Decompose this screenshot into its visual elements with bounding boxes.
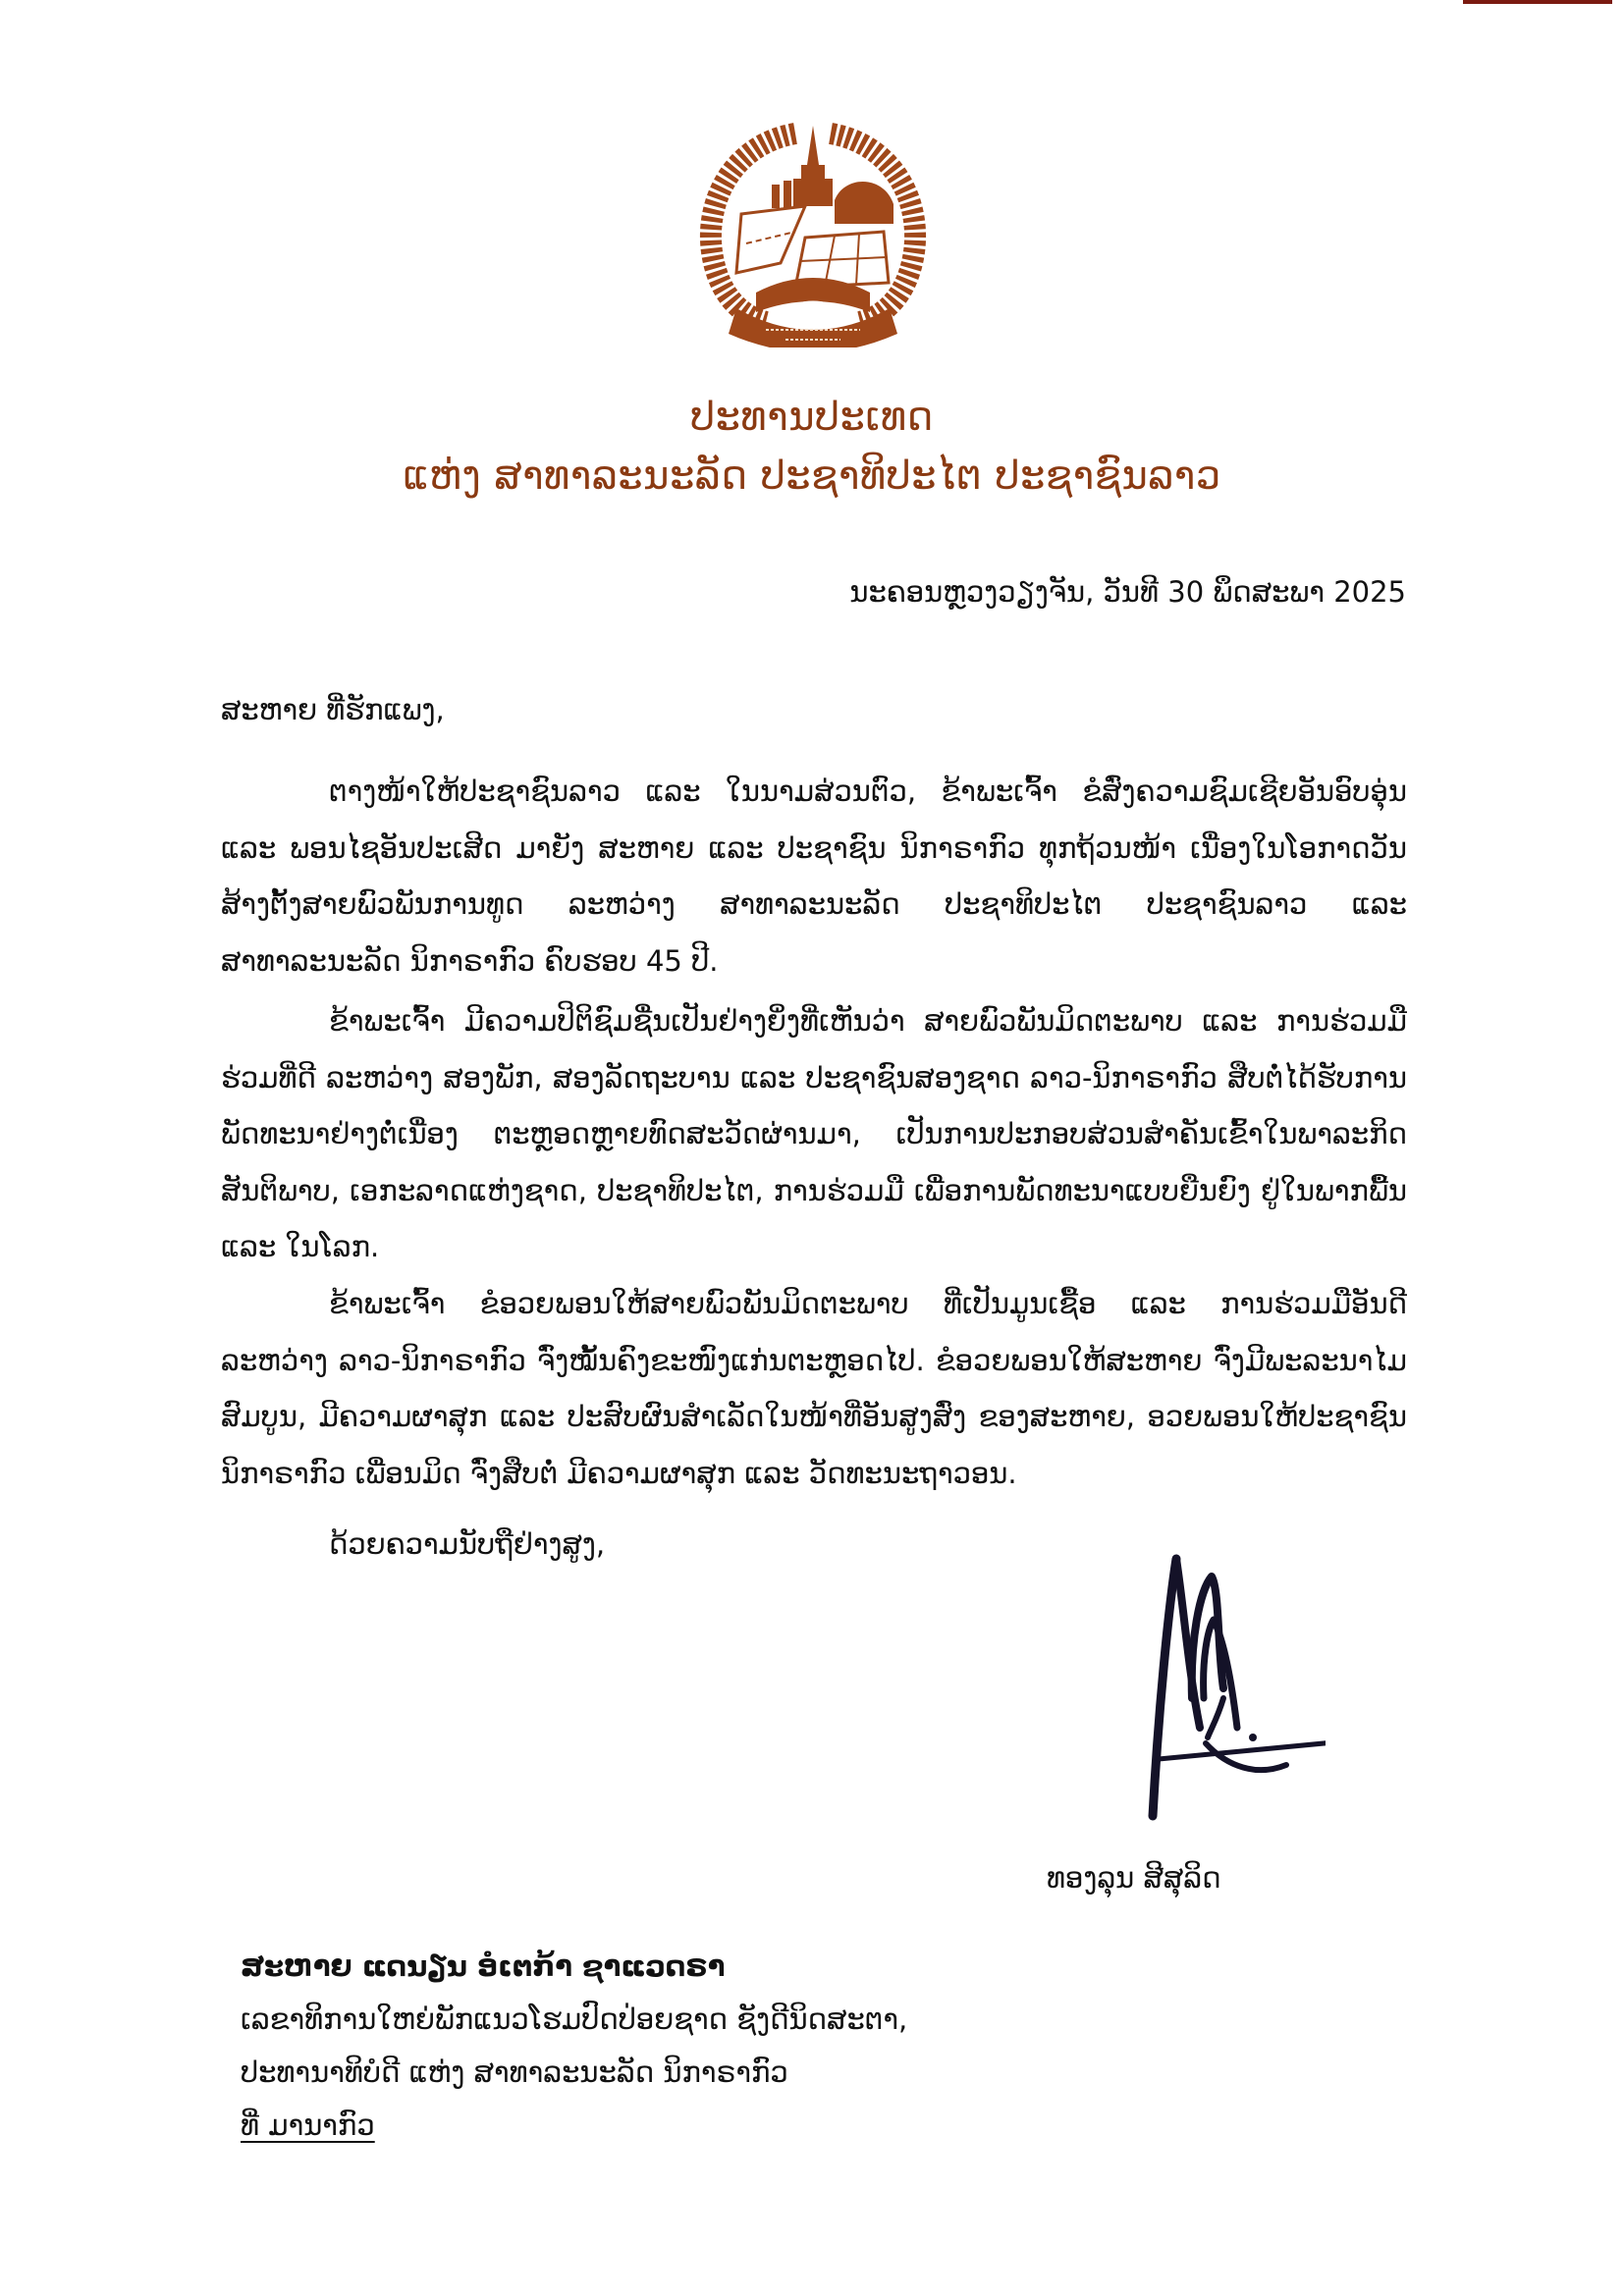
closing-line: ດ້ວຍຄວາມນັບຖືຢ່າງສູງ, [329,1527,606,1561]
recipient-title-line1: ເລຂາທິການໃຫຍ່ພັກແນວໂຮມປົດປ່ອຍຊາດ ຊັງດີນິດສະຕາ, [241,2002,908,2036]
letterhead-subtitle: ແຫ່ງ ສາທາລະນະລັດ ປະຊາທິປະໄຕ ປະຊາຊົນລາວ [403,454,1221,499]
paragraph-1: ຕາງໜ້າໃຫ້ປະຊາຊົນລາວ ແລະ ໃນນາມສ່ວນຕົວ, ຂ້າພະເຈົ້າ ຂໍສົ່ງຄວາມຊົມເຊີຍອັນອົບອຸ່ນ ແລະ ພອນໄຊອັນປະເສີດ ມາຍັງ ສະຫາຍ ແລະ ປະຊາຊົນ ນິກາຣາກົວ ທຸກຖ້ວນໜ້າ ເນື່ອງໃນໂອກາດວັນສ້າງຕັ້ງສາຍພົວພັນການທູດ ລະຫວ່າງ ສາທາລະນະລັດ ປະຊາທິປະໄຕ ປະຊາຊົນລາວ ແລະ ສາທາລະນະລັດ ນິກາຣາກົວ ຄົບຮອບ 45 ປີ. [221,774,1407,978]
date-line: ນະຄອນຫຼວງວຽງຈັນ, ວັນທີ 30 ພຶດສະພາ 2025 [849,575,1406,609]
paragraph-3: ຂ້າພະເຈົ້າ ຂໍອວຍພອນໃຫ້ສາຍພົວພັນມິດຕະພາບ ທີ່ເປັນມູນເຊື້ອ ແລະ ການຮ່ວມມືອັນດີ ລະຫວ່າງ ລາວ-ນິກາຣາກົວ ຈົ່ງໝັ້ນຄົງຂະໜົງແກ່ນຕະຫຼອດໄປ. ຂໍອວຍພອນໃຫ້ສະຫາຍ ຈົ່ງມີພະລະນາໄມສົມບູນ, ມີຄວາມຜາສຸກ ແລະ ປະສົບຜົນສໍາເລັດໃນໜ້າທີ່ອັນສູງສົ່ງ ຂອງສະຫາຍ, ອວຍພອນໃຫ້ປະຊາຊົນ ນິກາຣາກົວ ເພື່ອນມິດ ຈົ່ງສືບຕໍ່ ມີຄວາມຜາສຸກ ແລະ ວັດທະນະຖາວອນ. [221,1287,1407,1490]
handwritten-signature-icon [1129,1551,1326,1836]
recipient-name: ສະຫາຍ ແດນຽນ ອໍເຕກ້າ ຊາແວດຣາ [241,1949,726,1983]
paragraph-2: ຂ້າພະເຈົ້າ ມີຄວາມປິຕິຊົມຊື່ນເປັນຢ່າງຍິ່ງທີ່ເຫັນວ່າ ສາຍພົວພັນມິດຕະພາບ ແລະ ການຮ່ວມມືຮ່ວມທີ່ດີ ລະຫວ່າງ ສອງພັກ, ສອງລັດຖະບານ ແລະ ປະຊາຊົນສອງຊາດ ລາວ-ນິກາຣາກົວ ສືບຕໍ່ໄດ້ຮັບການພັດທະນາຢ່າງຕໍ່ເນື່ອງ ຕະຫຼອດຫຼາຍທົດສະວັດຜ່ານມາ, ເປັນການປະກອບສ່ວນສໍາຄັນເຂົ້າໃນພາລະກິດສັນຕິພາບ, ເອກະລາດແຫ່ງຊາດ, ປະຊາທິປະໄຕ, ການຮ່ວມມື ເພື່ອການພັດທະນາແບບຍືນຍົງ ຢູ່ໃນພາກພື້ນ ແລະ ໃນໂລກ. [221,1004,1407,1263]
scan-edge-strip [1463,0,1612,4]
recipient-title-line2: ປະທານາທິບໍດີ ແຫ່ງ ສາທາລະນະລັດ ນິກາຣາກົວ [241,2056,788,2089]
recipient-block [241,1940,907,2152]
letterhead-title: ປະທານປະເທດ [690,395,934,440]
signer-name: ທອງລຸນ ສີສຸລິດ [1047,1861,1221,1895]
salutation: ສະຫາຍ ທີ່ຮັກແພງ, [221,693,445,726]
lao-national-emblem-icon [687,116,939,347]
recipient-location: ທີ່ ມານາກົວ [241,2109,375,2142]
